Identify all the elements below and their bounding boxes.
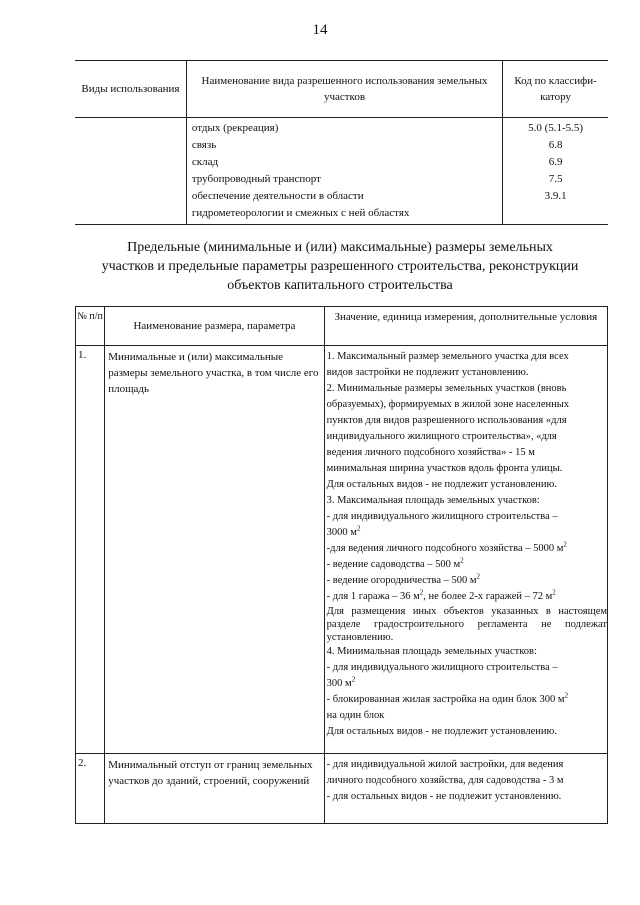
parameter-value <box>324 346 607 754</box>
list-item: отдых (рекреация) <box>191 122 279 134</box>
superscript: 2 <box>351 675 356 684</box>
use-name-cell <box>186 118 502 225</box>
value-text: 3000 м <box>326 527 357 538</box>
parameter-name: Минимальный отступ от границ земельных участков до зданий, строений, сооружений <box>105 754 324 824</box>
heading-line: объектов капитального строительства <box>227 278 453 293</box>
value-line: 1. Максимальный размер земельного участка для всех <box>326 351 569 362</box>
superscript: 2 <box>460 556 464 565</box>
value-line: 4. Минимальная площадь земельных участков: <box>326 646 537 657</box>
value-line <box>327 692 607 708</box>
value-line: 2. Минимальные размеры земельных участков (вновь <box>326 383 567 394</box>
header-cell-number: № п/п <box>76 307 105 346</box>
superscript: 2 <box>476 572 481 581</box>
list-item: гидрометеорологии и смежных с ней областях <box>191 207 410 219</box>
value-text: 300 м <box>326 678 352 689</box>
header-cell-parameter: Наименование размера, параметра <box>105 307 324 346</box>
superscript: 2 <box>356 524 361 533</box>
value-line: индивидуального жилищного строительства», «для <box>326 431 557 442</box>
list-item: трубопроводный транспорт <box>191 173 321 185</box>
section-heading <box>70 238 610 295</box>
value-line: минимальная ширина участков вдоль фронта улицы. <box>326 463 563 474</box>
value-text: , не более 2-х гаражей – 72 м <box>423 591 553 602</box>
page-number: 14 <box>312 22 328 38</box>
header-cell-use-name: Наименование вида разрешенного использования земельных участков <box>186 61 502 118</box>
value-line: образуемых), формируемых в жилой зоне населенных <box>326 399 570 410</box>
parameter-name: Минимальные и (или) максимальные размеры земельного участка, в том числе его площадь <box>105 346 324 754</box>
code-value: 3.9.1 <box>544 190 567 202</box>
value-line: личного подсобного хозяйства, для садоводства - 3 м <box>326 775 564 786</box>
value-line: пунктов для видов разрешенного использования «для <box>326 415 567 426</box>
superscript: 2 <box>564 691 569 700</box>
value-text: - для 1 гаража – 36 м <box>326 591 420 602</box>
value-line <box>327 676 607 692</box>
value-line: 3. Максимальная площадь земельных участков: <box>326 495 540 506</box>
heading-line: участков и предельные параметры разрешенного строительства, реконструкции <box>101 259 579 274</box>
value-line: - для остальных видов - не подлежит установлению. <box>326 791 562 802</box>
code-value: 5.0 (5.1-5.5) <box>528 122 584 134</box>
value-line: - для индивидуального жилищного строительства – <box>326 511 558 522</box>
code-value: 7.5 <box>548 173 563 185</box>
list-item: склад <box>191 156 219 168</box>
table-row <box>76 754 608 824</box>
value-paragraph: Для размещения иных объектов указанных в настоящем разделе градостроительного регламента не подлежат установлению. <box>326 606 607 643</box>
value-line: Для остальных видов - не подлежит установлению. <box>326 479 558 490</box>
code-cell <box>503 118 608 225</box>
table-header-row <box>76 307 608 346</box>
value-text: -для ведения личного подсобного хозяйства – 5000 м <box>326 543 564 554</box>
superscript: 2 <box>419 588 424 597</box>
value-line: видов застройки не подлежит установлению. <box>326 367 529 378</box>
parameters-table <box>75 306 608 824</box>
value-line: - для индивидуального жилищного строительства – <box>326 662 558 673</box>
value-line: ведения личного подсобного хозяйства» - 15 м <box>326 447 535 458</box>
value-line: Для остальных видов - не подлежит установлению. <box>326 726 558 737</box>
table-header-row <box>75 61 608 118</box>
row-number: 1. <box>76 346 105 754</box>
value-line: на один блок <box>326 710 385 721</box>
value-line <box>327 557 607 573</box>
parameter-value <box>324 754 607 824</box>
superscript: 2 <box>563 540 567 549</box>
code-value <box>503 205 608 222</box>
value-text: - ведение огородничества – 500 м <box>326 575 477 586</box>
header-cell-code: Код по классифи-катору <box>503 61 608 118</box>
superscript: 2 <box>552 588 556 597</box>
code-value: 6.8 <box>548 139 563 151</box>
table-row <box>76 346 608 754</box>
use-type-cell <box>75 118 186 225</box>
row-number: 2. <box>76 754 105 824</box>
header-cell-value: Значение, единица измерения, дополнительные условия <box>324 307 607 346</box>
land-use-types-table <box>75 60 608 225</box>
header-cell-use-type: Виды использования <box>75 61 186 118</box>
code-value: 6.9 <box>548 156 563 168</box>
value-text: - ведение садоводства – 500 м <box>326 559 461 570</box>
table-row <box>75 118 608 225</box>
list-item: связь <box>191 139 217 151</box>
value-line <box>327 573 607 589</box>
value-text: - блокированная жилая застройка на один блок 300 м <box>326 694 565 705</box>
value-line: - для индивидуальной жилой застройки, для ведения <box>326 759 564 770</box>
value-line <box>327 589 607 605</box>
list-item: обеспечение деятельности в области <box>191 190 364 202</box>
value-line <box>327 525 607 541</box>
heading-line: Предельные (минимальные и (или) максимальные) размеры земельных <box>127 240 553 255</box>
value-line <box>327 541 607 557</box>
